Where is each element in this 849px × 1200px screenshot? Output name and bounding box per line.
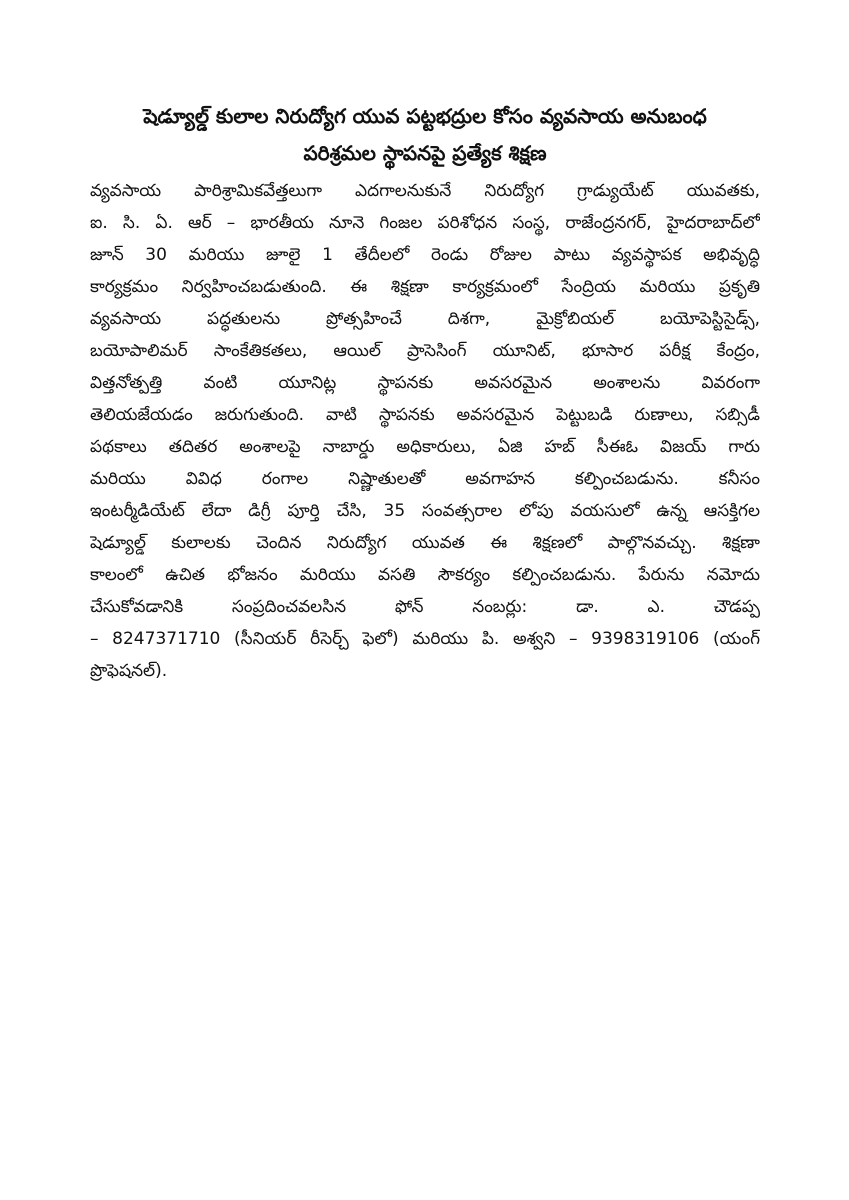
body-line: జూన్ 30 మరియు జూలై 1 తేదీలలో రెండు రోజుల పాటు వ్యవస్థాపక అభివృద్ధి	[90, 245, 760, 265]
document-body	[90, 175, 760, 687]
body-line: ప్రొఫెషనల్).	[90, 661, 168, 681]
body-line: బయోపాలిమర్ సాంకేతికతలు, ఆయిల్ ప్రాసెసింగ్ యూనిట్, భూసార పరీక్ష కేంద్రం,	[90, 341, 760, 361]
body-line: కార్యక్రమం నిర్వహించబడుతుంది. ఈ శిక్షణా కార్యక్రమంలో సేంద్రియ మరియు ప్రకృతి	[90, 277, 760, 297]
body-line: షెడ్యూల్డ్ కులాలకు చెందిన నిరుద్యోగ యువత ఈ శిక్షణలో పాల్గొనవచ్చు. శిక్షణా	[90, 533, 760, 553]
body-line: కాలంలో ఉచిత భోజనం మరియు వసతి సౌకర్యం కల్పించబడును. పేరును నమోదు	[90, 565, 760, 585]
body-line: ఇంటర్మీడియేట్ లేదా డిగ్రీ పూర్తి చేసి, 35 సంవత్సరాల లోపు వయసులో ఉన్న ఆసక్తిగల	[90, 501, 760, 521]
document-title	[90, 98, 760, 172]
body-line: ఐ. సి. ఏ. ఆర్ – భారతీయ నూనె గింజల పరిశోధన సంస్థ, రాజేంద్రనగర్, హైదరాబాద్‌లో	[90, 213, 760, 233]
title-line: పరిశ్రమల స్థాపనపై ప్రత్యేక శిక్షణ	[303, 141, 547, 165]
body-line: తెలియజేయడం జరుగుతుంది. వాటి స్థాపనకు అవసరమైన పెట్టుబడి రుణాలు, సబ్సిడీ	[90, 405, 760, 425]
title-line: షెడ్యూల్డ్ కులాల నిరుద్యోగ యువ పట్టభద్రుల కోసం వ్యవసాయ అనుబంధ	[143, 104, 707, 128]
body-line: మరియు వివిధ రంగాల నిష్ణాతులతో అవగాహన కల్పించబడును. కనీసం	[90, 469, 760, 489]
body-line: వ్యవసాయ పారిశ్రామికవేత్తలుగా ఎదగాలనుకునే నిరుద్యోగ గ్రాడ్యుయేట్ యువతకు,	[90, 181, 760, 201]
body-line: వ్యవసాయ పద్ధతులను ప్రోత్సహించే దిశగా, మైక్రోబియల్ బయోపెస్టిసైడ్స్,	[90, 309, 760, 329]
body-line: – 8247371710 (సీనియర్ రీసెర్చ్ ఫెలో) మరియు పి. అశ్వని – 9398319106 (యంగ్	[90, 629, 760, 649]
body-line: విత్తనోత్పత్తి వంటి యూనిట్ల స్థాపనకు అవసరమైన అంశాలను వివరంగా	[90, 373, 760, 393]
body-line: పథకాలు తదితర అంశాలపై నాబార్డు అధికారులు, ఏజి హబ్ సీఈఓ విజయ్ గారు	[90, 437, 760, 457]
body-line: చేసుకోవడానికి సంప్రదించవలసిన ఫోన్ నంబర్లు: డా. ఎ. చౌడప్ప	[90, 597, 760, 617]
